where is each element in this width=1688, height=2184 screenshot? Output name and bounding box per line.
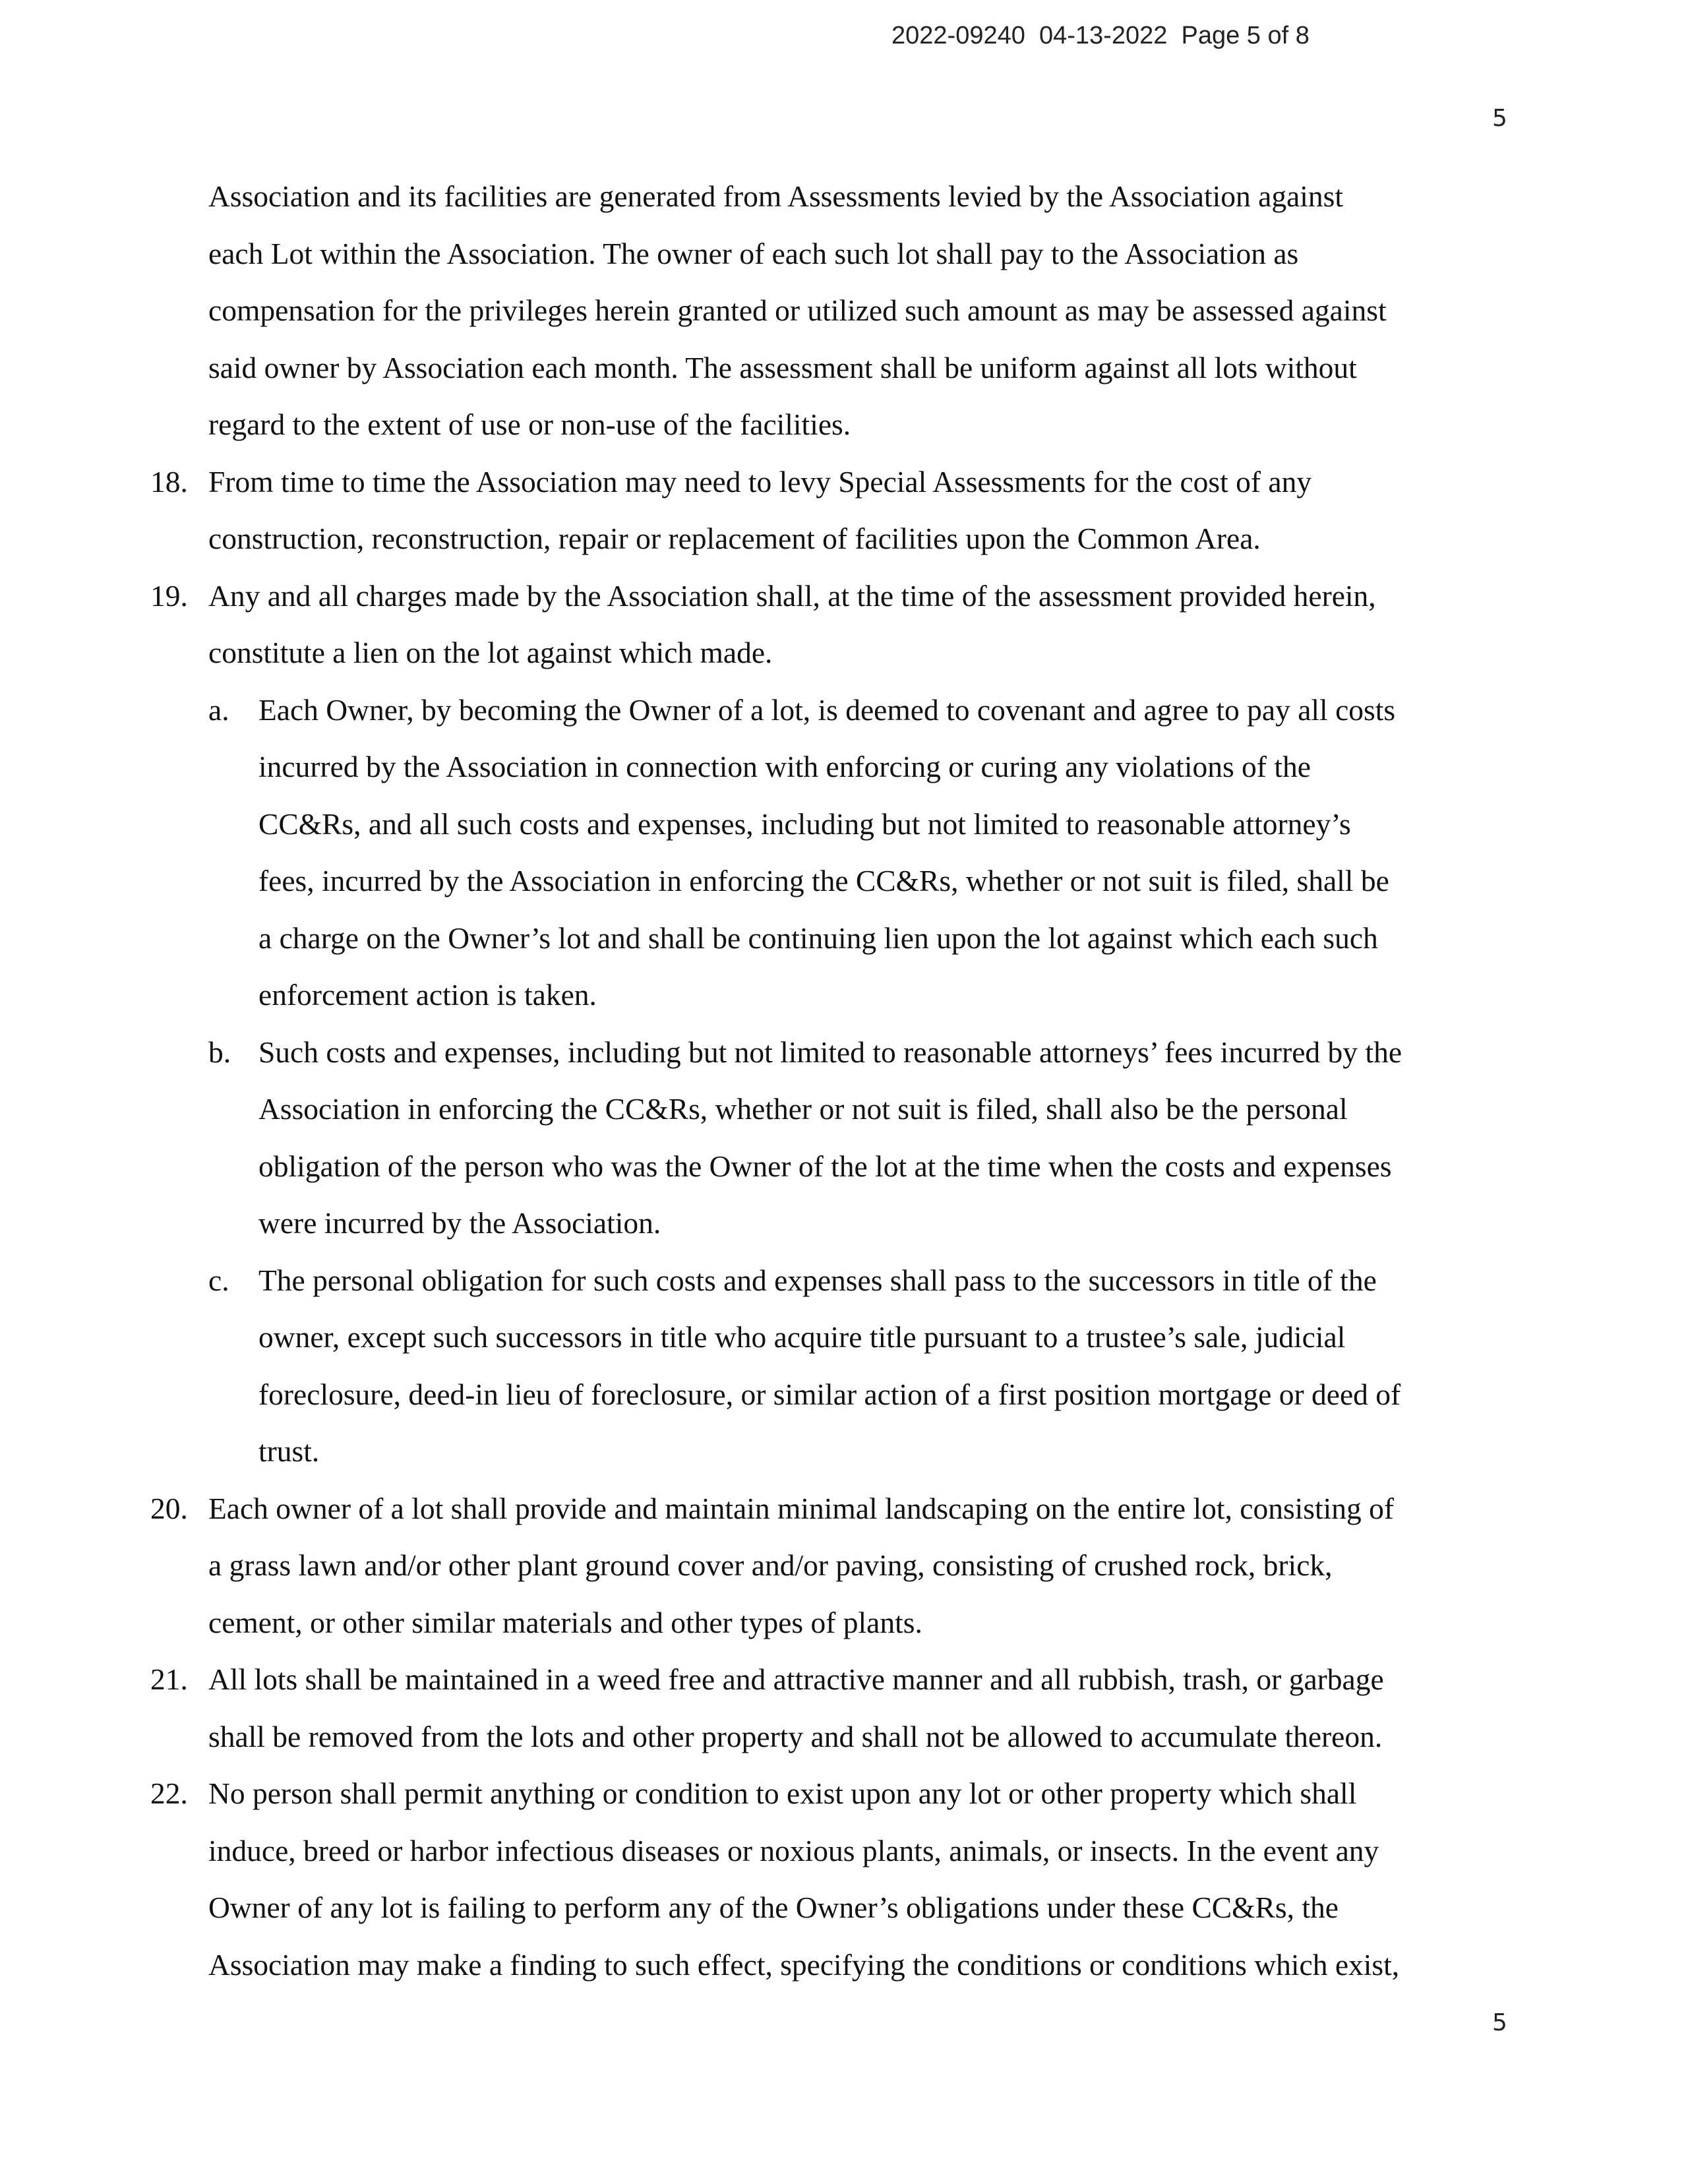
item-marker: 22.: [150, 1776, 188, 1810]
text-line: said owner by Association each month. The assessment shall be uniform against all lots without: [208, 350, 1357, 384]
page-number-top: 5: [1492, 105, 1507, 132]
text-line: Association and its facilities are generated from Assessments levied by the Association against: [208, 179, 1344, 213]
text-line: Such costs and expenses, including but not limited to reasonable attorneys’ fees incurred by the: [258, 1035, 1402, 1069]
text-line: compensation for the privileges herein granted or utilized such amount as may be assessed against: [208, 293, 1387, 327]
text-line: were incurred by the Association.: [258, 1206, 661, 1240]
text-line: a grass lawn and/or other plant ground cover and/or paving, consisting of crushed rock, brick,: [208, 1548, 1333, 1582]
item-marker: 19.: [150, 578, 188, 613]
text-line: shall be removed from the lots and other property and shall not be allowed to accumulate thereon.: [208, 1719, 1383, 1753]
text-line: cement, or other similar materials and other types of plants.: [208, 1605, 922, 1639]
text-line: Association may make a finding to such effect, specifying the conditions or conditions which exist,: [208, 1947, 1400, 1982]
text-line: regard to the extent of use or non-use of the facilities.: [208, 408, 851, 441]
text-line: No person shall permit anything or condition to exist upon any lot or other property which shall: [208, 1776, 1357, 1810]
page-number-bottom: 5: [1492, 2009, 1507, 2036]
text-line: The personal obligation for such costs and expenses shall pass to the successors in title of the: [258, 1263, 1377, 1297]
sub-item-b: [0, 1024, 1688, 1252]
list-item-19: [0, 568, 1688, 682]
text-line: Each owner of a lot shall provide and maintain minimal landscaping on the entire lot, consisting of: [208, 1491, 1395, 1525]
text-line: CC&Rs, and all such costs and expenses, including but not limited to reasonable attorney’s: [258, 806, 1351, 841]
text-line: construction, reconstruction, repair or replacement of facilities upon the Common Area.: [208, 522, 1261, 555]
text-line: induce, breed or harbor infectious diseases or noxious plants, animals, or insects. In the event any: [208, 1833, 1379, 1867]
text-line: From time to time the Association may need to levy Special Assessments for the cost of any: [208, 464, 1312, 499]
sub-item-c: [0, 1252, 1688, 1480]
item-marker: 20.: [150, 1491, 188, 1525]
item-marker: 18.: [150, 464, 188, 499]
list-item-20: [0, 1480, 1688, 1652]
text-line: each Lot within the Association. The owner of each such lot shall pay to the Association as: [208, 236, 1299, 270]
text-line: fees, incurred by the Association in enforcing the CC&Rs, whether or not suit is filed, shall be: [258, 864, 1389, 897]
text-line: Each Owner, by becoming the Owner of a lot, is deemed to covenant and agree to pay all costs: [258, 692, 1396, 727]
item-marker: b.: [208, 1035, 231, 1069]
list-item-22: [0, 1765, 1688, 1993]
text-line: a charge on the Owner’s lot and shall be continuing lien upon the lot against which each such: [258, 921, 1378, 955]
intro-paragraph: [0, 168, 1688, 454]
list-item-18: [0, 454, 1688, 568]
text-line: constitute a lien on the lot against which made.: [208, 636, 773, 669]
text-line: trust.: [258, 1434, 320, 1468]
text-line: incurred by the Association in connection with enforcing or curing any violations of the: [258, 750, 1311, 783]
item-marker: a.: [208, 692, 229, 727]
text-line: obligation of the person who was the Owner of the lot at the time when the costs and expenses: [258, 1149, 1392, 1183]
document-body: [0, 168, 1688, 1993]
text-line: Owner of any lot is failing to perform any of the Owner’s obligations under these CC&Rs, the: [208, 1891, 1339, 1924]
item-marker: c.: [208, 1263, 229, 1297]
text-line: All lots shall be maintained in a weed free and attractive manner and all rubbish, trash, or garbage: [208, 1662, 1384, 1696]
text-line: foreclosure, deed-in lieu of foreclosure, or similar action of a first position mortgage or deed of: [258, 1377, 1401, 1411]
item-marker: 21.: [150, 1662, 188, 1696]
sub-item-a: [0, 682, 1688, 1024]
recording-stamp: 2022-09240 04-13-2022 Page 5 of 8: [891, 22, 1310, 49]
text-line: Association in enforcing the CC&Rs, whether or not suit is filed, shall also be the personal: [258, 1092, 1348, 1126]
text-line: Any and all charges made by the Association shall, at the time of the assessment provided herein,: [208, 578, 1376, 613]
text-line: owner, except such successors in title who acquire title pursuant to a trustee’s sale, judicial: [258, 1320, 1346, 1354]
list-item-21: [0, 1651, 1688, 1765]
text-line: enforcement action is taken.: [258, 978, 597, 1012]
